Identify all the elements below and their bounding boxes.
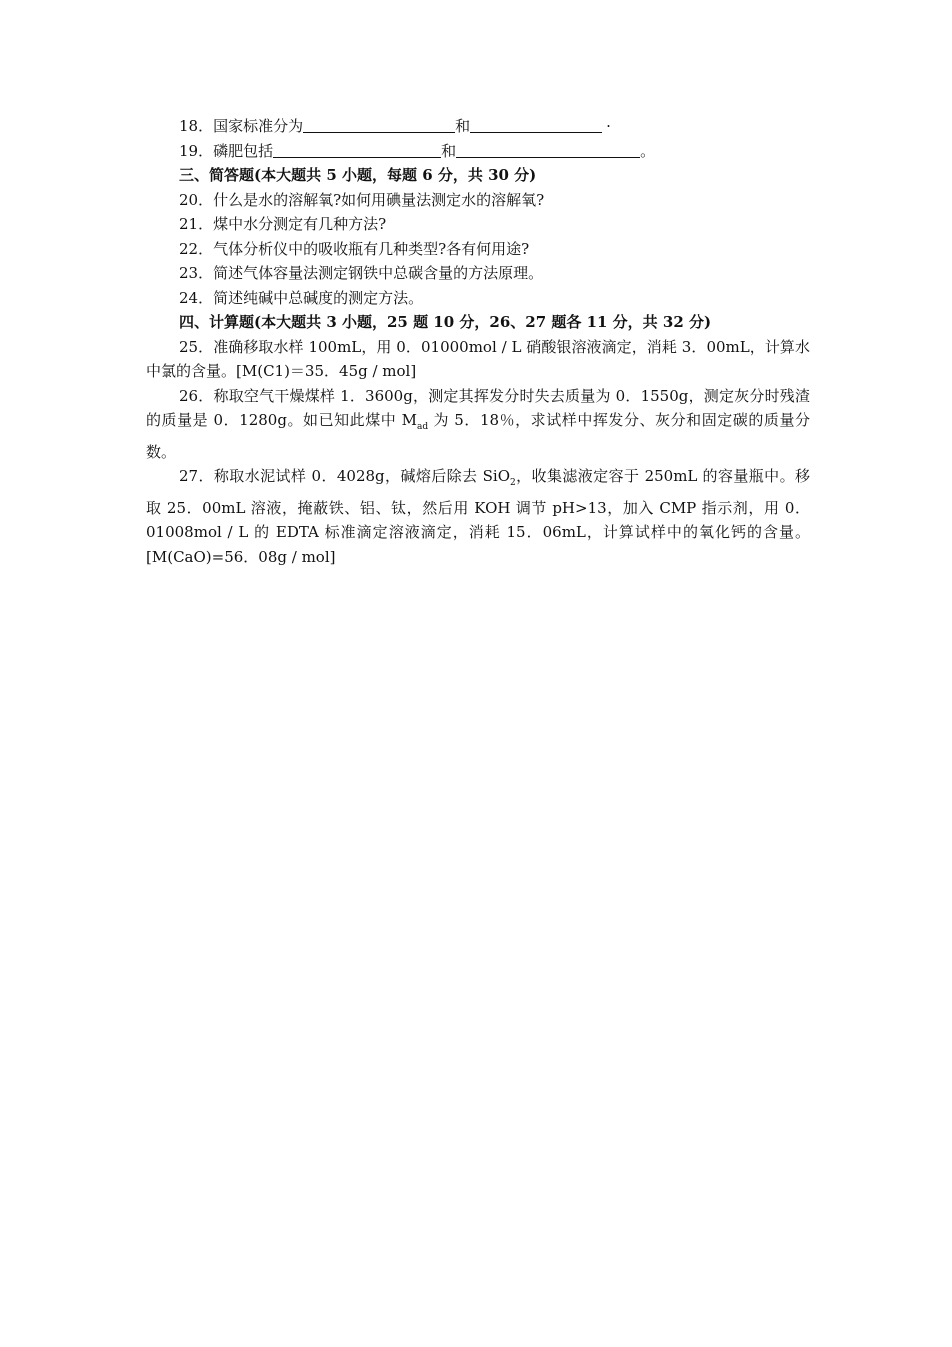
question-27-subscript: 2 bbox=[510, 478, 516, 488]
question-18-blank-2 bbox=[470, 117, 602, 133]
question-26-text-2: 为 5．18％，求试样中挥发分、灰分和固定碳的质量分数。 bbox=[146, 411, 810, 461]
question-18-prefix: 18．国家标准分为 bbox=[179, 117, 304, 135]
question-19-prefix: 19．磷肥包括 bbox=[179, 141, 274, 160]
question-19 bbox=[146, 139, 810, 164]
question-27 bbox=[146, 464, 810, 569]
question-22: 22．气体分析仪中的吸收瓶有几种类型?各有何用途? bbox=[179, 239, 530, 258]
question-27-text-2: ，收集滤液定容于 250mL 的容量瓶中。移取 25．00mL 溶液，掩蔽铁、铝、钛，然后用 KOH 调节 pH>13，加入 CMP 指示剂，用 0．01008mol / L 的 EDTA 标准滴定溶液滴定，消耗 15．06mL，计算试样中的氧化钙的含量。 [M(CaO)=56．08g / mol] bbox=[146, 467, 810, 566]
question-19-blank-1 bbox=[273, 142, 441, 158]
question-content bbox=[146, 114, 810, 569]
question-26 bbox=[146, 384, 810, 465]
question-20: 20．什么是水的溶解氧?如何用碘量法测定水的溶解氧? bbox=[179, 190, 545, 209]
question-19-end-mark: 。 bbox=[640, 141, 656, 160]
question-26-subscript: ad bbox=[416, 422, 429, 432]
question-19-blank-2 bbox=[456, 142, 640, 158]
question-21: 21．煤中水分测定有几种方法? bbox=[179, 215, 387, 233]
question-25: 25．准确移取水样 100mL，用 0．01000mol / L 硝酸银溶液滴定，消耗 3．00mL，计算水中氯的含量。[M(C1)＝35．45g / mol] bbox=[146, 337, 810, 380]
question-27-text-1: 27．称取水泥试样 0．4028g，碱熔后除去 SiO bbox=[179, 467, 511, 485]
question-18 bbox=[146, 114, 810, 139]
question-24: 24．简述纯碱中总碱度的测定方法。 bbox=[179, 288, 424, 307]
question-19-connector: 和 bbox=[441, 141, 457, 160]
question-18-blank-1 bbox=[303, 117, 455, 133]
section-4-heading: 四、计算题(本大题共 3 小题，25 题 10 分，26、27 题各 11 分，共 32 分) bbox=[179, 313, 712, 331]
question-18-end-mark: · bbox=[606, 117, 611, 135]
question-26-text-1: 26．称取空气干燥煤样 1．3600g，测定其挥发分时失去质量为 0．1550g，测定灰分时残渣的质量是 0．1280g。如已知此煤中 M bbox=[146, 386, 810, 429]
section-3-heading: 三、简答题(本大题共 5 小题，每题 6 分，共 30 分) bbox=[179, 166, 537, 184]
question-23: 23．简述气体容量法测定钢铁中总碳含量的方法原理。 bbox=[179, 264, 544, 282]
question-18-connector: 和 bbox=[455, 117, 471, 135]
